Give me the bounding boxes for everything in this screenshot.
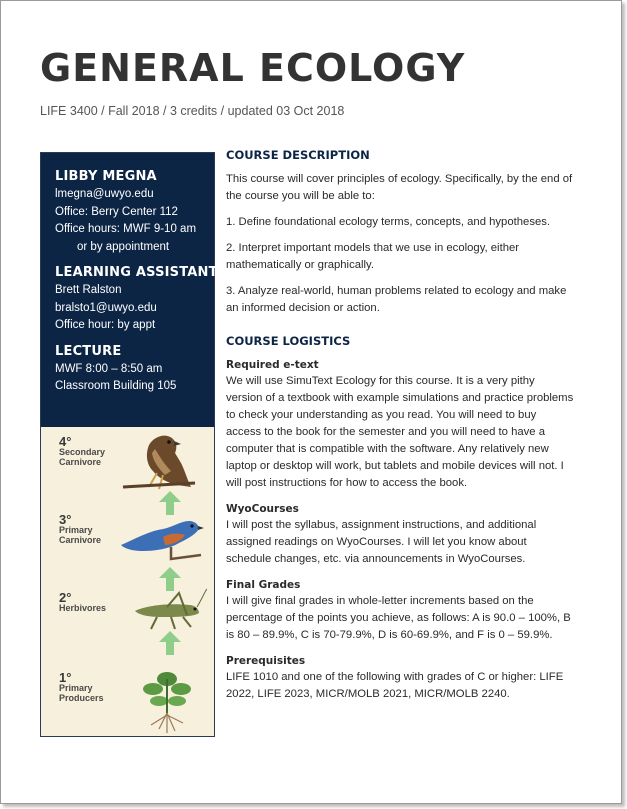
trophic-pyramid — [41, 427, 214, 736]
prerequisites-heading: Prerequisites — [226, 655, 306, 667]
contact-panel — [41, 153, 218, 427]
course-description-heading: COURSE DESCRIPTION — [226, 148, 370, 162]
instructor-email: lmegna@uwyo.edu — [55, 188, 154, 200]
arrow-up-icon — [159, 631, 181, 655]
required-etext-heading: Required e-text — [226, 359, 319, 371]
lecture-heading: LECTURE — [55, 343, 122, 359]
lecture-location: Classroom Building 105 — [55, 380, 177, 392]
required-etext-body: We will use SimuText Ecology for this course. It is a very pithy version of a textbook with example simulations and practice problems to check your understanding as you read. You will need to buy access to the book for the semester and you will need to have a computer that is compatible with the software. Any relatively new laptop or desktop will work, but tablets and mobile devices will not. I will post instructions for how to access the book. — [226, 375, 574, 489]
course-logistics-heading: COURSE LOGISTICS — [226, 334, 351, 348]
sidebar — [40, 152, 218, 737]
grasshopper-icon — [127, 587, 207, 631]
instructor-hours: Office hours: MWF 9-10 am — [55, 223, 197, 235]
hawk-icon — [119, 429, 199, 491]
course-subtitle: LIFE 3400 / Fall 2018 / 3 credits / updated 03 Oct 2018 — [40, 104, 345, 118]
level-label-1: Herbivores — [59, 603, 107, 613]
level-label-2: Carnivore — [59, 535, 102, 545]
bluebird-icon — [115, 509, 205, 561]
level-label-1: Secondary — [59, 447, 106, 457]
level-label-1: Primary — [59, 525, 93, 535]
level-number: 2° — [59, 590, 72, 605]
instructor-hours-alt: or by appointment — [77, 240, 170, 253]
wyocourses-heading: WyoCourses — [226, 503, 299, 515]
level-number: 1° — [59, 670, 72, 685]
instructor-office: Office: Berry Center 112 — [55, 205, 178, 218]
objective-3: 3. Analyze real-world, human problems related to ecology and make an informed decision or action. — [226, 285, 567, 314]
trophic-level-3 — [59, 512, 102, 545]
final-grades-body: I will give final grades in whole-letter increments based on the percentage of the points you achieve, as follows: A is 90.0 – 100%, B is 80 – 89.9%, C is 70-79.9%, D is 60-69.9%, and F is 0 – 59.9%. — [226, 595, 571, 641]
level-number: 4° — [59, 434, 72, 449]
assistant-email: bralsto1@uwyo.edu — [55, 301, 157, 314]
final-grades-heading: Final Grades — [226, 579, 301, 591]
trophic-level-4 — [59, 434, 106, 467]
assistant-name: Brett Ralston — [55, 284, 122, 296]
prerequisites-body: LIFE 1010 and one of the following with grades of C or higher: LIFE 2022, LIFE 2023, MICR/MOLB 2021, MICR/MOLB 2240. — [226, 671, 564, 700]
lecture-time: MWF 8:00 – 8:50 am — [55, 362, 163, 375]
instructor-heading: LIBBY MEGNA — [55, 169, 157, 184]
plant-icon — [137, 659, 199, 733]
level-label-2: Producers — [59, 693, 104, 703]
wyocourses-body: I will post the syllabus, assignment instructions, and additional assigned readings on WyoCourses. I will let you know about schedule changes, etc. via announcements in WyoCourses. — [226, 519, 537, 565]
objective-2: 2. Interpret important models that we use in ecology, either mathematically or graphically. — [226, 242, 520, 271]
level-label-1: Primary — [59, 683, 93, 693]
trophic-level-1 — [59, 670, 104, 703]
main-content — [226, 148, 574, 703]
level-number: 3° — [59, 512, 72, 527]
level-label-2: Carnivore — [59, 457, 102, 467]
course-description-intro: This course will cover principles of ecology. Specifically, by the end of the course you will be able to: — [226, 173, 573, 202]
page-title: GENERAL ECOLOGY — [40, 46, 466, 90]
assistant-heading: LEARNING ASSISTANT — [55, 265, 218, 280]
objective-1: 1. Define foundational ecology terms, concepts, and hypotheses. — [226, 216, 551, 228]
assistant-hours: Office hour: by appt — [55, 319, 156, 331]
trophic-level-2 — [59, 590, 107, 613]
